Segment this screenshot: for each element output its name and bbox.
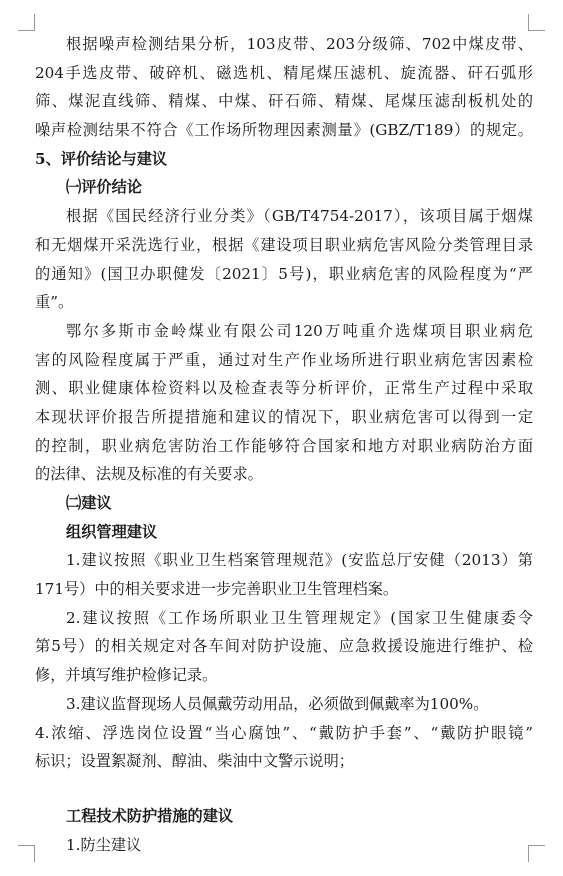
- text-line: 2.建议按照《工作场所职业卫生管理规定》(国家卫生健康委令: [66, 608, 533, 627]
- section-heading-evaluation: 5、评价结论与建议: [35, 149, 168, 168]
- text-line: 筛、煤泥直线筛、精煤、中煤、矸石筛、精煤、尾煤压滤刮板机处的: [35, 92, 533, 111]
- text-line: 3.建议监督现场人员佩戴劳动用品，必须做到佩戴率为100%。: [66, 694, 489, 713]
- text-line: 重”。: [35, 293, 74, 312]
- text-line: 204手选皮带、破碎机、磁选机、精尾煤压滤机、旋流器、矸石弧形: [35, 63, 533, 82]
- text-line: 根据《国民经济行业分类》（GB/T4754-2017），该项目属于烟煤: [66, 207, 533, 226]
- classification-paragraph: [35, 202, 533, 317]
- suggestion-item-2: [35, 604, 533, 690]
- text-line: 噪声检测结果不符合《工作场所物理因素测量》(GBZ/T189）的规定。: [35, 121, 533, 140]
- text-line: 的控制，职业病危害防治工作能够符合国家和地方对职业病防治方面: [35, 436, 533, 455]
- text-line: 标识；设置絮凝剂、醇油、柴油中文警示说明；: [35, 752, 354, 771]
- text-line: 的法律、法规及标准的有关要求。: [35, 465, 263, 484]
- text-line: 害的风险程度属于严重，通过对生产作业场所进行职业病危害因素检: [35, 350, 533, 369]
- subheading-evaluation-conclusion: ㈠评价结论: [66, 178, 142, 197]
- text-line: 本现状评价报告所提措施和建议的情况下，职业病危害可以得到一定: [35, 407, 533, 426]
- text-line: 测、职业健康体检资料以及检查表等分析评价，正常生产过程中采取: [35, 379, 533, 398]
- suggestion-item-1: [35, 546, 533, 603]
- text-line: 和无烟煤开采洗选行业，根据《建设项目职业病危害风险分类管理目录: [35, 235, 533, 254]
- suggestion-item-4: [35, 719, 533, 776]
- text-line: 的通知》(国卫办职健发〔2021〕5号)，职业病危害的风险程度为“严: [35, 264, 533, 283]
- page-corner-mark-bottom-left: [18, 845, 35, 862]
- noise-result-paragraph: [35, 30, 533, 145]
- subheading-engineering-protection: 工程技术防护措施的建议: [66, 806, 234, 825]
- text-line: 1.建议按照《职业卫生档案管理规范》(安监总厅安健（2013）第: [66, 551, 533, 570]
- text-line: 171号）中的相关要求进一步完善职业卫生管理档案。: [35, 580, 399, 599]
- conclusion-paragraph: [35, 317, 533, 489]
- text-line: 鄂尔多斯市金岭煤业有限公司120万吨重介选煤项目职业病危: [66, 321, 533, 340]
- text-line: 4.浓缩、浮选岗位设置“当心腐蚀”、“戴防护手套”、“戴防护眼镜”: [35, 723, 533, 742]
- dust-prevention-item: 1.防尘建议: [66, 835, 142, 854]
- subheading-organization-management: 组织管理建议: [66, 522, 158, 541]
- suggestion-item-3: [35, 690, 533, 719]
- text-line: 根据噪声检测结果分析，103皮带、203分级筛、702中煤皮带、: [66, 35, 533, 53]
- subheading-suggestions: ㈡建议: [66, 494, 112, 512]
- text-line: 修，并填写维护检修记录。: [35, 666, 218, 685]
- text-line: 第5号）的相关规定对各车间对防护设施、应急救援设施进行维护、检: [35, 637, 533, 656]
- blank-line: [35, 776, 533, 802]
- document-body: [35, 30, 533, 859]
- page-corner-mark-top-right: [528, 14, 545, 31]
- page-corner-mark-top-left: [18, 14, 35, 31]
